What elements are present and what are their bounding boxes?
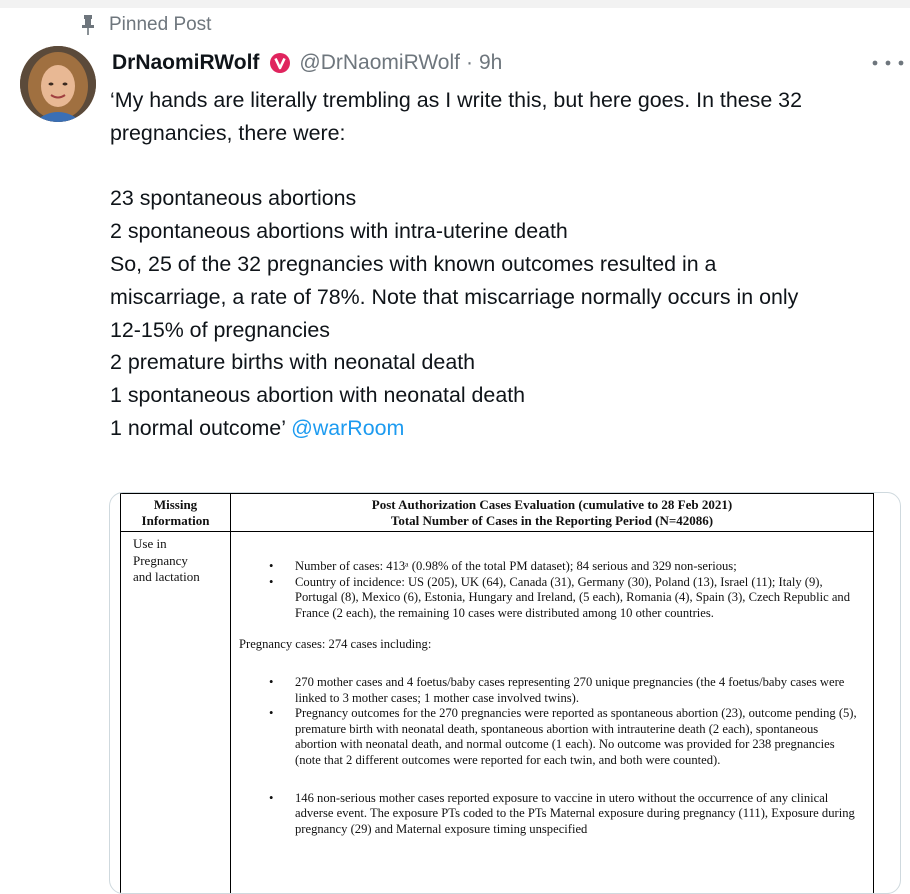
missing-information-header: [121, 497, 230, 529]
display-name[interactable]: DrNaomiRWolf: [112, 51, 260, 74]
media-attachment[interactable]: [109, 492, 901, 894]
header-text: Information: [141, 513, 210, 528]
tweet-line: pregnancies, there were:: [110, 120, 346, 145]
separator-dot: ·: [465, 51, 473, 74]
cell-text: Use in: [133, 536, 167, 551]
tweet-blank-line: [110, 150, 900, 183]
avatar-image: [20, 46, 96, 122]
document-table-header: [121, 493, 873, 532]
cell-text: Pregnancy: [133, 552, 188, 568]
timestamp[interactable]: 9h: [478, 51, 503, 74]
tweet-line: 1 spontaneous abortion with neonatal death: [110, 383, 526, 408]
pregnancy-cases-heading: Pregnancy cases: 274 cases including:: [239, 637, 432, 652]
document-bullet: • 270 mother cases and 4 foetus/baby cases representing 270 unique pregnancies (the 4 foetus/baby cases were linked to 3 mother cases; 1 mother case involved twins).: [239, 675, 859, 706]
tweet-line: 12-15% of pregnancies: [110, 317, 330, 342]
pin-icon: [80, 14, 96, 36]
pinned-indicator: [80, 12, 211, 38]
document-bullet: • Number of cases: 413ᵃ (0.98% of the total PM dataset); 84 serious and 329 non-serious;: [239, 559, 859, 575]
tweet-line: 2 spontaneous abortions with intra-uterine death: [110, 219, 568, 244]
evaluation-header: [231, 497, 873, 529]
avatar[interactable]: [20, 46, 96, 122]
tweet-line: miscarriage, a rate of 78%. Note that miscarriage normally occurs in only: [110, 284, 799, 309]
tweet-last-line-text: 1 normal outcome’: [110, 415, 292, 440]
pinned-label: Pinned Post: [109, 14, 212, 35]
column-divider: [230, 493, 231, 893]
header-text: Post Authorization Cases Evaluation (cumulative to 28 Feb 2021): [371, 497, 733, 512]
cell-text: and lactation: [133, 569, 200, 584]
tweet-text: [110, 84, 900, 445]
missing-information-cell: [133, 536, 228, 586]
document-image: [120, 493, 874, 893]
tweet-last-line: [110, 412, 900, 445]
author-handle[interactable]: @DrNaomiRWolf: [299, 51, 460, 74]
document-bullet: • Pregnancy outcomes for the 270 pregnancies were reported as spontaneous abortion (23), outcome pending (5), premature birth with neonatal death, spontaneous abortion with intrauterine death (2 each), spontaneous abortion with neonatal death, and normal outcome (1 each). No outcome was provided for 238 pregnancies (note that 2 different outcomes were reported for each twin, and both were counted).: [239, 706, 859, 768]
tweet-line: 2 premature births with neonatal death: [110, 350, 476, 375]
more-icon[interactable]: [872, 60, 904, 66]
header-text: Missing: [153, 497, 198, 512]
top-divider: [0, 0, 910, 8]
verified-icon: [270, 53, 290, 73]
document-bullet: • 146 non-serious mother cases reported exposure to vaccine in utero without the occurrence of any clinical adverse event. The exposure PTs coded to the PTs Maternal exposure during pregnancy (111), Exposure during pregnancy (29) and Maternal exposure timing unspecified: [239, 791, 859, 838]
mention-link[interactable]: @warRoom: [291, 415, 405, 440]
tweet-line: 23 spontaneous abortions: [110, 186, 357, 211]
document-bullet: • Country of incidence: US (205), UK (64), Canada (31), Germany (30), Poland (13), Israel (11); Italy (9), Portugal (8), Mexico (6), Estonia, Hungary and Ireland, (5 each), Romania (4), Spain (3), Czech Republic and France (2 each), the remaining 10 cases were distributed among 10 other countries.: [239, 575, 859, 622]
header-text: Total Number of Cases in the Reporting Period (N=42086): [390, 513, 714, 528]
tweet-line: ‘My hands are literally trembling as I write this, but here goes. In these 32: [110, 88, 802, 112]
tweet-line: So, 25 of the 32 pregnancies with known outcomes resulted in a: [110, 251, 717, 276]
tweet-header: [112, 48, 502, 78]
evaluation-cell: [239, 559, 859, 837]
